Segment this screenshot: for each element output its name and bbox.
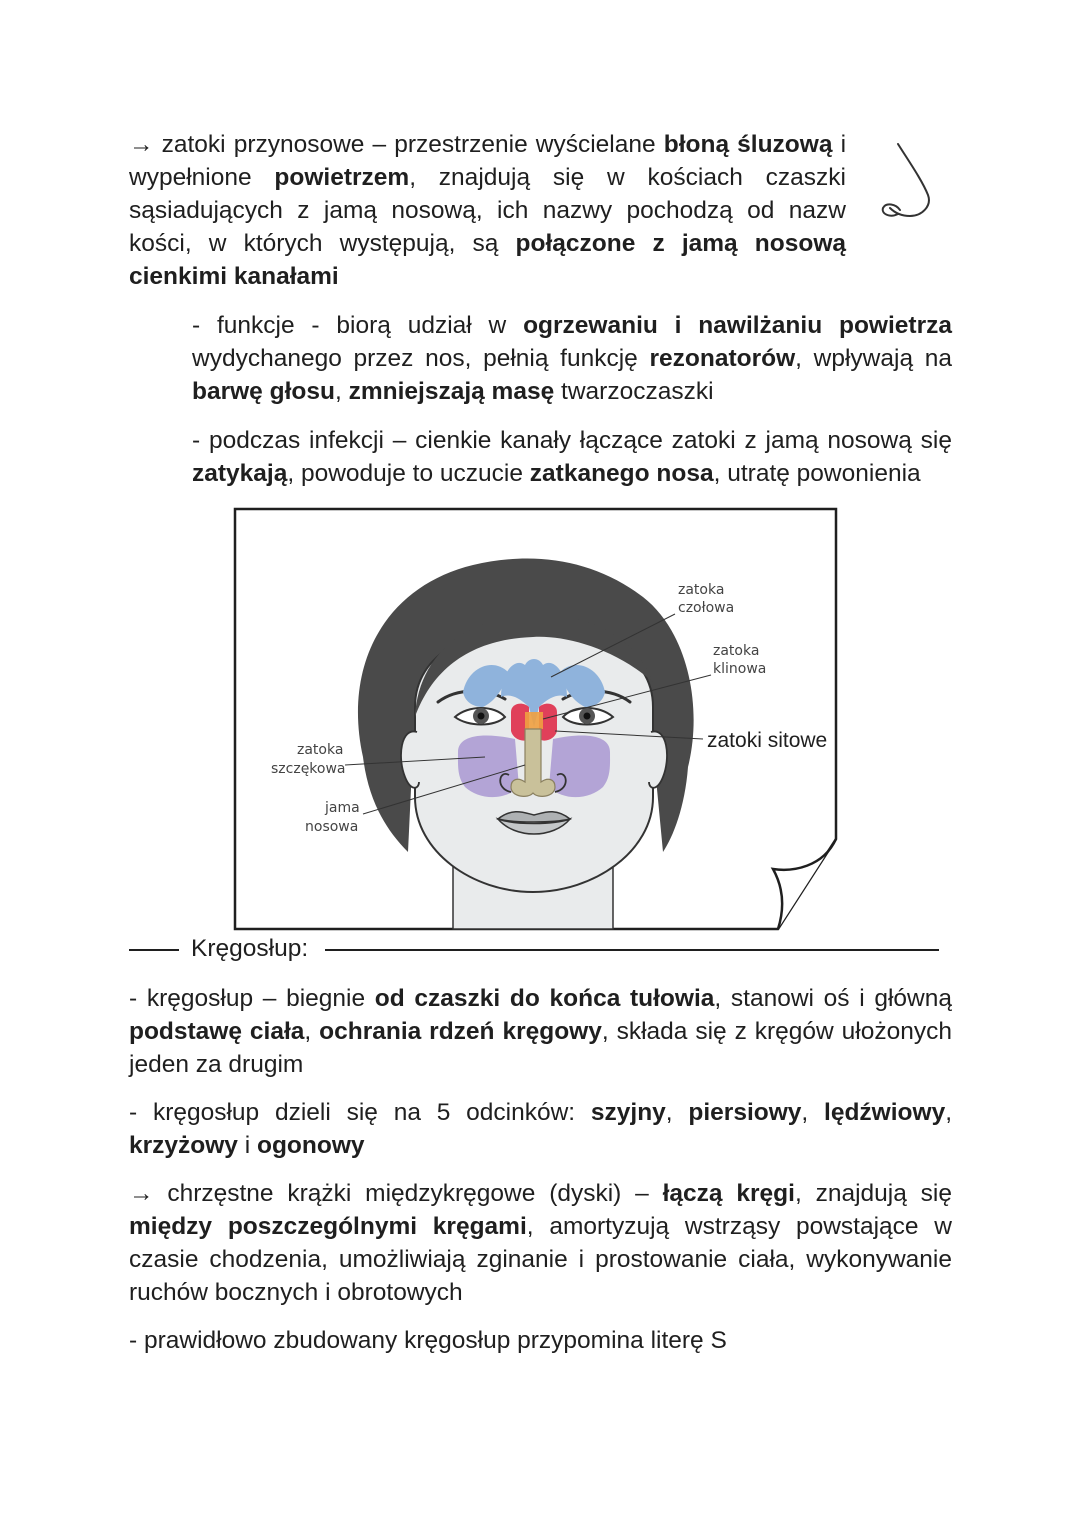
- bold-text: zatkanego nosa: [529, 460, 714, 487]
- text: i: [237, 1132, 257, 1159]
- label-sphenoid-1: zatoka: [713, 643, 760, 659]
- spine-paragraph: [129, 982, 952, 1081]
- text: - kręgosłup dzieli się na 5 odcinków:: [129, 1099, 591, 1126]
- bold-text: między poszczególnymi kręgami: [129, 1213, 527, 1240]
- maxillary-sinus-left: [458, 735, 519, 797]
- text: , znajdują się w kościach czaszki sąsiadujących z jamą nosową, ich nazwy pochodzą od nazw kości, w których występują, są: [129, 164, 846, 257]
- functions-paragraph: [192, 309, 952, 408]
- bold-text: łączą kręgi: [662, 1180, 795, 1207]
- arrow: →: [129, 131, 154, 158]
- label-frontal-1: zatoka: [678, 582, 725, 598]
- text: ,: [334, 378, 349, 405]
- sinus-paragraph: [129, 128, 846, 293]
- arrow: →: [129, 1180, 154, 1207]
- discs-paragraph: [129, 1177, 952, 1309]
- label-maxillary-1: zatoka: [297, 742, 344, 758]
- text: - podczas infekcji – cienkie kanały łączące zatoki z jamą nosową się: [192, 427, 952, 454]
- bold-text: piersiowy: [688, 1099, 802, 1126]
- text: ,: [945, 1099, 953, 1126]
- text: wydychanego przez nos, pełnią funkcję: [192, 345, 650, 372]
- bold-text: rezonatorów: [649, 345, 796, 372]
- text: , wpływają na: [795, 345, 953, 372]
- heading-rule-right: [325, 949, 939, 951]
- bold-text: powietrzem: [274, 164, 410, 191]
- heading-rule-left: [129, 949, 179, 951]
- bold-text: ogrzewaniu i nawilżaniu powietrza: [523, 312, 952, 339]
- bold-text: szyjny: [590, 1099, 666, 1126]
- label-sphenoid-2: klinowa: [713, 661, 767, 677]
- text: , składa się z kręgów ułożonych jeden za drugim: [129, 1018, 952, 1078]
- text: chrzęstne krążki międzykręgowe (dyski) –: [153, 1180, 663, 1207]
- nose-doodle-icon: [878, 140, 938, 220]
- bold-text: błoną śluzową: [663, 131, 833, 158]
- text: ,: [801, 1099, 825, 1126]
- infection-paragraph: [192, 424, 952, 490]
- label-ethmoid: zatoki sitowe: [707, 729, 828, 752]
- text: i wypełnione: [129, 131, 847, 191]
- bold-text: lędźwiowy: [824, 1099, 946, 1126]
- bold-text: ochrania rdzeń kręgowy: [319, 1018, 602, 1045]
- section-heading-label: Kręgosłup:: [191, 935, 309, 962]
- label-frontal-2: czołowa: [678, 600, 735, 616]
- spine-sections-paragraph: [129, 1096, 952, 1162]
- text: - funkcje - biorą udział w: [192, 312, 524, 339]
- bold-text: ogonowy: [257, 1132, 365, 1159]
- bold-text: połączone z jamą nosową cienkimi kanałami: [129, 230, 846, 290]
- text: , powoduje to uczucie: [287, 460, 530, 487]
- section-heading: [129, 932, 939, 966]
- bold-text: barwę głosu: [192, 378, 335, 405]
- text: , znajdują się: [794, 1180, 952, 1207]
- text: , amortyzują wstrząsy powstające w czasie chodzenia, umożliwiają zginanie i prostowanie ciała, wykonywanie ruchów bocznych i obrotowych: [129, 1213, 952, 1306]
- bold-text: zmniejszają masę: [348, 378, 555, 405]
- label-maxillary-2: szczękowa: [271, 761, 346, 777]
- s-shape-paragraph: - prawidłowo zbudowany kręgosłup przypomina literę S: [129, 1327, 727, 1354]
- bold-text: od czaszki do końca tułowia: [374, 985, 715, 1012]
- bold-text: krzyżowy: [129, 1132, 238, 1159]
- text: , stanowi oś i główną: [714, 985, 952, 1012]
- text: zatoki przynosowe – przestrzenie wyścielane: [153, 131, 664, 158]
- bold-text: podstawę ciała: [129, 1018, 305, 1045]
- bold-text: zatykają: [192, 460, 288, 487]
- text: - kręgosłup – biegnie: [129, 985, 375, 1012]
- label-nasal-2: nosowa: [305, 819, 359, 835]
- text: , utratę powonienia: [713, 460, 921, 487]
- sphenoid-sinus: [525, 712, 543, 729]
- label-nasal-1: jama: [325, 800, 360, 816]
- maxillary-sinus-right: [549, 735, 610, 797]
- sinus-diagram: [233, 507, 839, 931]
- text: twarzoczaszki: [554, 378, 714, 405]
- text: ,: [665, 1099, 689, 1126]
- text: ,: [304, 1018, 320, 1045]
